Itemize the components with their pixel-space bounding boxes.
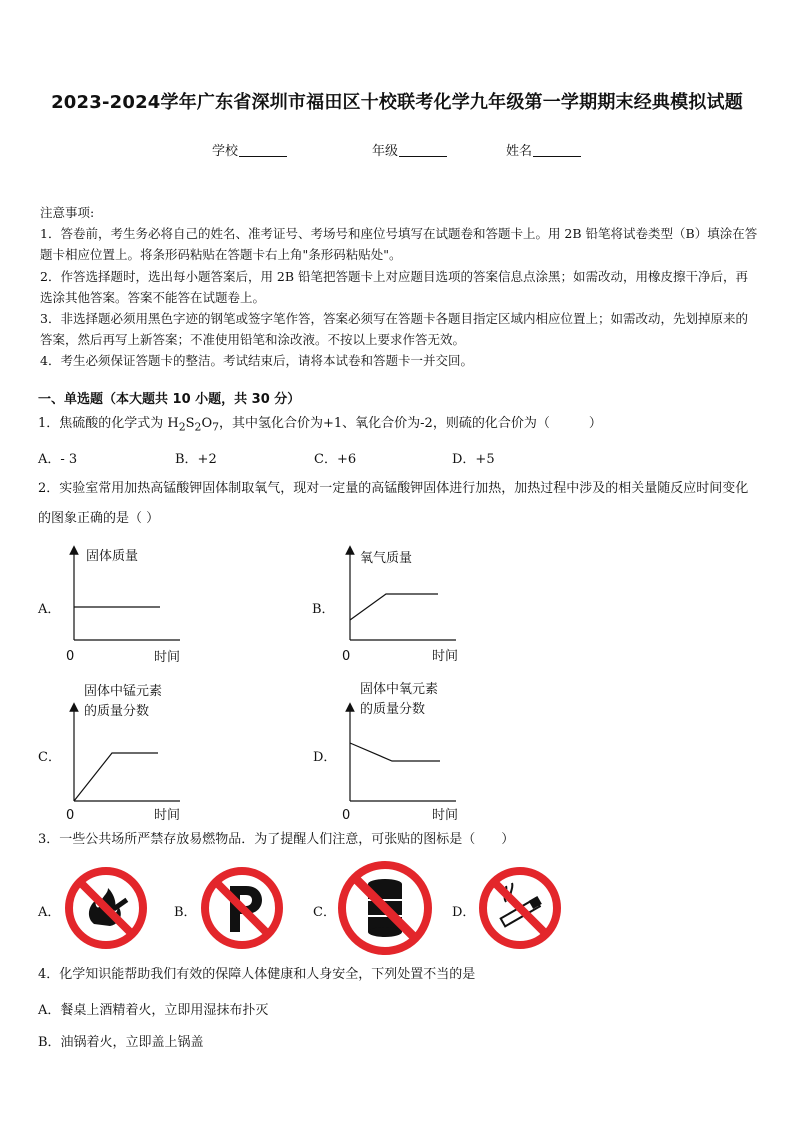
chart-a [60, 540, 200, 665]
no-barrel-icon[interactable] [337, 860, 433, 956]
no-fire-icon[interactable] [64, 866, 148, 950]
chart-b [336, 540, 476, 665]
q2-option-c[interactable]: C． [38, 750, 61, 765]
chart-d [336, 677, 476, 822]
grade-field[interactable]: 年级 [372, 140, 447, 159]
x-axis-label: 时间 [432, 808, 459, 822]
note-item: 4．考生必须保证答题卡的整洁。考试结束后，请将本试卷和答题卡一并交回。 [40, 353, 473, 369]
q1-option-a[interactable]: A．- 3 [38, 452, 78, 467]
q3-option-b[interactable]: B． [174, 905, 197, 920]
note-item: 1．答卷前，考生务必将自己的姓名、准考证号、考场号和座位号填写在试题卷和答题卡上。用 2B 铅笔将试卷类型（B）填涂在答题卡相应位置上。将条形码粘贴在答题卡右上角"条形码粘贴处"。 [40, 226, 758, 263]
y-axis-label-line1: 固体中氧元素 [360, 682, 439, 697]
question-1-stem: 1．焦硫酸的化学式为 $H_2S_2O_7$，其中氢化合价为+1、氧化合价为-2，则硫的化合价为（ ） [38, 416, 602, 434]
q4-option-a[interactable]: A．餐桌上酒精着火，立即用湿抹布扑灭 [38, 1003, 269, 1018]
q2-option-d[interactable]: D． [313, 750, 337, 765]
q2-option-a[interactable]: A． [38, 602, 61, 617]
name-field[interactable]: 姓名 [506, 140, 581, 159]
origin-label: 0 [342, 808, 351, 822]
series-line [350, 743, 440, 761]
q3-option-a[interactable]: A． [38, 905, 61, 920]
note-item: 2．作答选择题时，选出每小题答案后，用 2B 铅笔把答题卡上对应题目选项的答案信息点涂黑；如需改动，用橡皮擦干净后，再选涂其他答案。答案不能答在试题卷上。 [40, 268, 749, 305]
y-axis-label-line1: 固体中锰元素 [84, 684, 163, 699]
q4-option-b[interactable]: B．油锅着火，立即盖上锅盖 [38, 1035, 204, 1050]
series-line [350, 594, 438, 620]
section-heading: 一、单选题（本大题共 10 小题，共 30 分） [38, 392, 301, 407]
q1-option-b[interactable]: B．+2 [175, 452, 217, 467]
y-axis-label-line2: 的质量分数 [84, 704, 150, 719]
y-axis-label-line2: 的质量分数 [360, 702, 426, 717]
x-axis-label: 时间 [154, 650, 181, 665]
no-smoking-icon[interactable] [478, 866, 562, 950]
origin-label: 0 [342, 649, 351, 664]
q2-option-b[interactable]: B． [312, 602, 335, 617]
school-field[interactable]: 学校 [212, 140, 287, 159]
q1-option-d[interactable]: D．+5 [452, 452, 495, 467]
exam-notes [40, 202, 760, 372]
y-axis-label: 氧气质量 [360, 551, 413, 566]
x-axis-label: 时间 [154, 808, 181, 822]
chart-c [60, 677, 200, 822]
exam-title: 2023-2024学年广东省深圳市福田区十校联考化学九年级第一学期期末经典模拟试题 [51, 92, 743, 113]
y-axis-label: 固体质量 [86, 549, 139, 564]
series-line [74, 753, 158, 801]
q3-option-d[interactable]: D． [452, 905, 476, 920]
question-4-stem: 4．化学知识能帮助我们有效的保障人体健康和人身安全，下列处置不当的是 [38, 967, 476, 982]
q3-option-c[interactable]: C． [313, 905, 336, 920]
q1-option-c[interactable]: C．+6 [314, 452, 357, 467]
note-item: 3．非选择题必须用黑色字迹的钢笔或签字笔作答，答案必须写在答题卡各题目指定区域内相应位置上；如需改动，先划掉原来的答案，然后再写上新答案；不准使用铅笔和涂改液。不按以上要求作答无效。 [40, 311, 748, 348]
origin-label: 0 [66, 649, 75, 664]
question-2-stem: 2．实验室常用加热高锰酸钾固体制取氧气，现对一定量的高锰酸钾固体进行加热，加热过程中涉及的相关量随反应时间变化的图象正确的是（ ） [38, 481, 749, 526]
no-parking-icon[interactable] [200, 866, 284, 950]
origin-label: 0 [66, 808, 75, 822]
x-axis-label: 时间 [432, 649, 459, 664]
question-3-stem: 3．一些公共场所严禁存放易燃物品．为了提醒人们注意，可张贴的图标是（ ） [38, 832, 515, 847]
notes-heading: 注意事项: [40, 205, 95, 220]
